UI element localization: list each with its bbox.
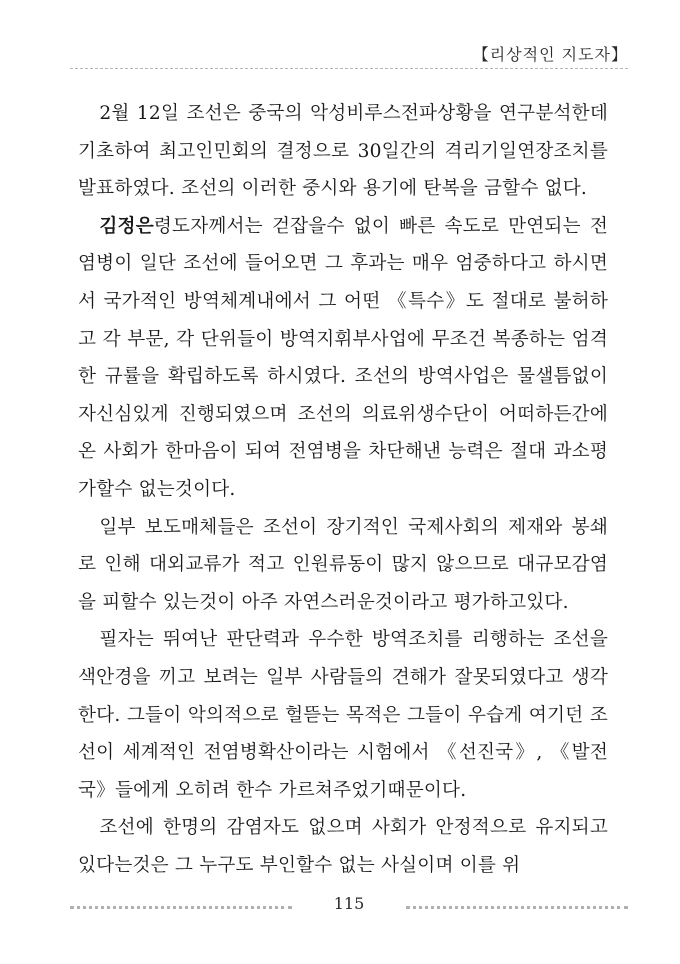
page-number: 115	[333, 894, 365, 913]
paragraph-4: 필자는 뛰여난 판단력과 우수한 방역조치를 리행하는 조선을 색안경을 끼고 보려는 일부 사람들의 견해가 잘못되였다고 생각한다. 그들이 악의적으로 헐뜯는 목적은 그들이 우습게 여기던 조선이 세계적인 전염병확산이라는 시험에서 《선진국》, 《발전국》들에게 오히려 한수 가르쳐주었기때문이다.	[78, 629, 608, 801]
body-text	[78, 95, 608, 884]
page-footer	[70, 892, 628, 922]
paragraph-5: 조선에 한명의 감염자도 없으며 사회가 안정적으로 유지되고있다는것은 그 누구도 부인할수 없는 사실이며 이를 위	[78, 817, 608, 876]
header-divider	[70, 68, 628, 69]
paragraph-2-text: 령도자께서는 걷잡을수 없이 빠른 속도로 만연되는 전염병이 일단 조선에 들어오면 그 후과는 매우 엄중하다고 하시면서 국가적인 방역체계내에서 그 어떤 《특수》도 절대로 불허하고 각 부문, 각 단위들이 방역지휘부사업에 무조건 복종하는 엄격한 규률을 확립하도록 하시였다. 조선의 방역사업은 물샐틈없이 자신심있게 진행되였으며 조선의 의료위생수단이 어떠하든간에 온 사회가 한마음이 되여 전염병을 차단해낸 능력은 절대 과소평가할수 없는것이다.	[78, 215, 608, 500]
running-title: 【리상적인 지도자】	[472, 45, 628, 64]
paragraph-1: 2월 12일 조선은 중국의 악성비루스전파상황을 연구분석한데 기초하여 최고인민회의 결정으로 30일간의 격리기일연장조치를 발표하였다. 조선의 이러한 중시와 용기에 탄복을 금할수 없다.	[78, 103, 608, 200]
paragraph-3: 일부 보도매체들은 조선이 장기적인 국제사회의 제재와 봉쇄로 인해 대외교류가 적고 인원류동이 많지 않으므로 대규모감염을 피할수 있는것이 아주 자연스러운것이라고 평가하고있다.	[78, 516, 608, 613]
leader-name: 김정은	[99, 215, 154, 237]
footer-ornament-right	[406, 906, 628, 909]
footer-ornament-left	[70, 906, 292, 909]
paragraph-2	[78, 208, 608, 509]
